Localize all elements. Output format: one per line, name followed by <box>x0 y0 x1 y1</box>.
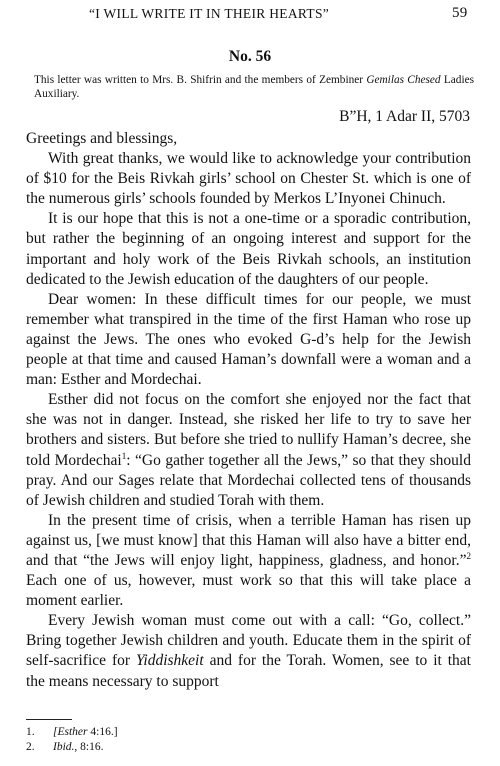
footnote-ref: 4:16.] <box>87 726 118 738</box>
footnote-ref: , 8:16. <box>74 740 104 753</box>
footnote-number: 1. <box>26 726 35 738</box>
footnotes <box>26 725 326 754</box>
paragraph-6 <box>26 611 471 691</box>
footnote-2 <box>26 740 326 755</box>
running-title: “I WILL WRITE IT IN THEIR HEARTS” <box>89 6 330 21</box>
footnote-text <box>53 725 118 740</box>
paragraph-6-text-a: Every Jewish woman must come out with a call: “Go, collect.” Bring together Jewish children and youth. Educate them in the spirit of self-sacrifice for <box>26 612 471 670</box>
letter-number: No. 56 <box>228 48 272 65</box>
footnote-text <box>53 740 103 755</box>
letter-intro <box>34 74 474 101</box>
dateline: B”H, 1 Adar II, 5703 <box>339 108 470 125</box>
footnote-number: 2. <box>26 740 35 753</box>
paragraph-1: With great thanks, we would like to acknowledge your contribution of $10 for the Beis Rivkah girls’ school on Chester St. which is one of the numerous girls’ schools founded by Merkos L’Inyonei Chinuch. <box>26 150 471 208</box>
intro-end: Ladies Auxiliary. <box>34 74 475 100</box>
intro-text: This letter was written to Mrs. B. Shifrin and the members of Zembiner <box>34 74 367 86</box>
paragraph-4 <box>26 390 471 511</box>
paragraph-4-text-a: Esther did not focus on the comfort she enjoyed nor the fact that she was not in danger. Instead, she risked her life to try to save her brothers and sisters. But before she tried to nullify Haman’s decree, she told Mordechai <box>26 391 471 469</box>
footnote-italic: Ibid. <box>53 740 75 753</box>
footnote-italic: [Esther <box>53 726 88 738</box>
paragraph-5 <box>26 511 471 611</box>
footnote-ref-1[interactable]: 1 <box>121 450 127 461</box>
paragraph-6-text-b: and for the Torah. Women, see to it that the means necessary to support <box>26 652 471 690</box>
letter-body <box>26 129 471 692</box>
paragraph-4-text-b: : “Go gather together all the Jews,” so that they should pray. And our Sages relate that Mordechai collected tens of thousands of Jewish children and studied Torah with them. <box>26 451 471 509</box>
footnote-divider <box>26 719 72 720</box>
paragraph-5-text-b: Each one of us, however, must work so that this will take place a moment earlier. <box>26 572 471 610</box>
paragraph-2: It is our hope that this is not a one-time or a sporadic contribution, but rather the beginning of an ongoing interest and support for the important and holy work of the Beis Rivkah schools, an institution dedicated to the Jewish education of the daughters of our people. <box>26 210 471 288</box>
footnote-1 <box>26 725 326 740</box>
footnote-ref-2[interactable]: 2 <box>466 550 471 561</box>
intro-italic: Gemilas Chesed <box>366 74 441 86</box>
paragraph-5-text-a: In the present time of crisis, when a terrible Haman has risen up against us, [we must know] that this Haman will also have a bitter end, and that “the Jews will enjoy light, happiness, gladness, and honor.” <box>26 511 471 569</box>
paragraph-3: Dear women: In these difficult times for our people, we must remember what transpired in the time of the first Haman who rose up against the Jews. The ones who evoked G-d’s help for the Jewish people at that time and caused Haman’s downfall were a woman and a man: Esther and Mordechai. <box>26 290 471 389</box>
page-number: 59 <box>452 5 468 21</box>
paragraph-6-italic: Yiddishkeit <box>135 652 204 670</box>
greeting: Greetings and blessings, <box>26 130 178 147</box>
